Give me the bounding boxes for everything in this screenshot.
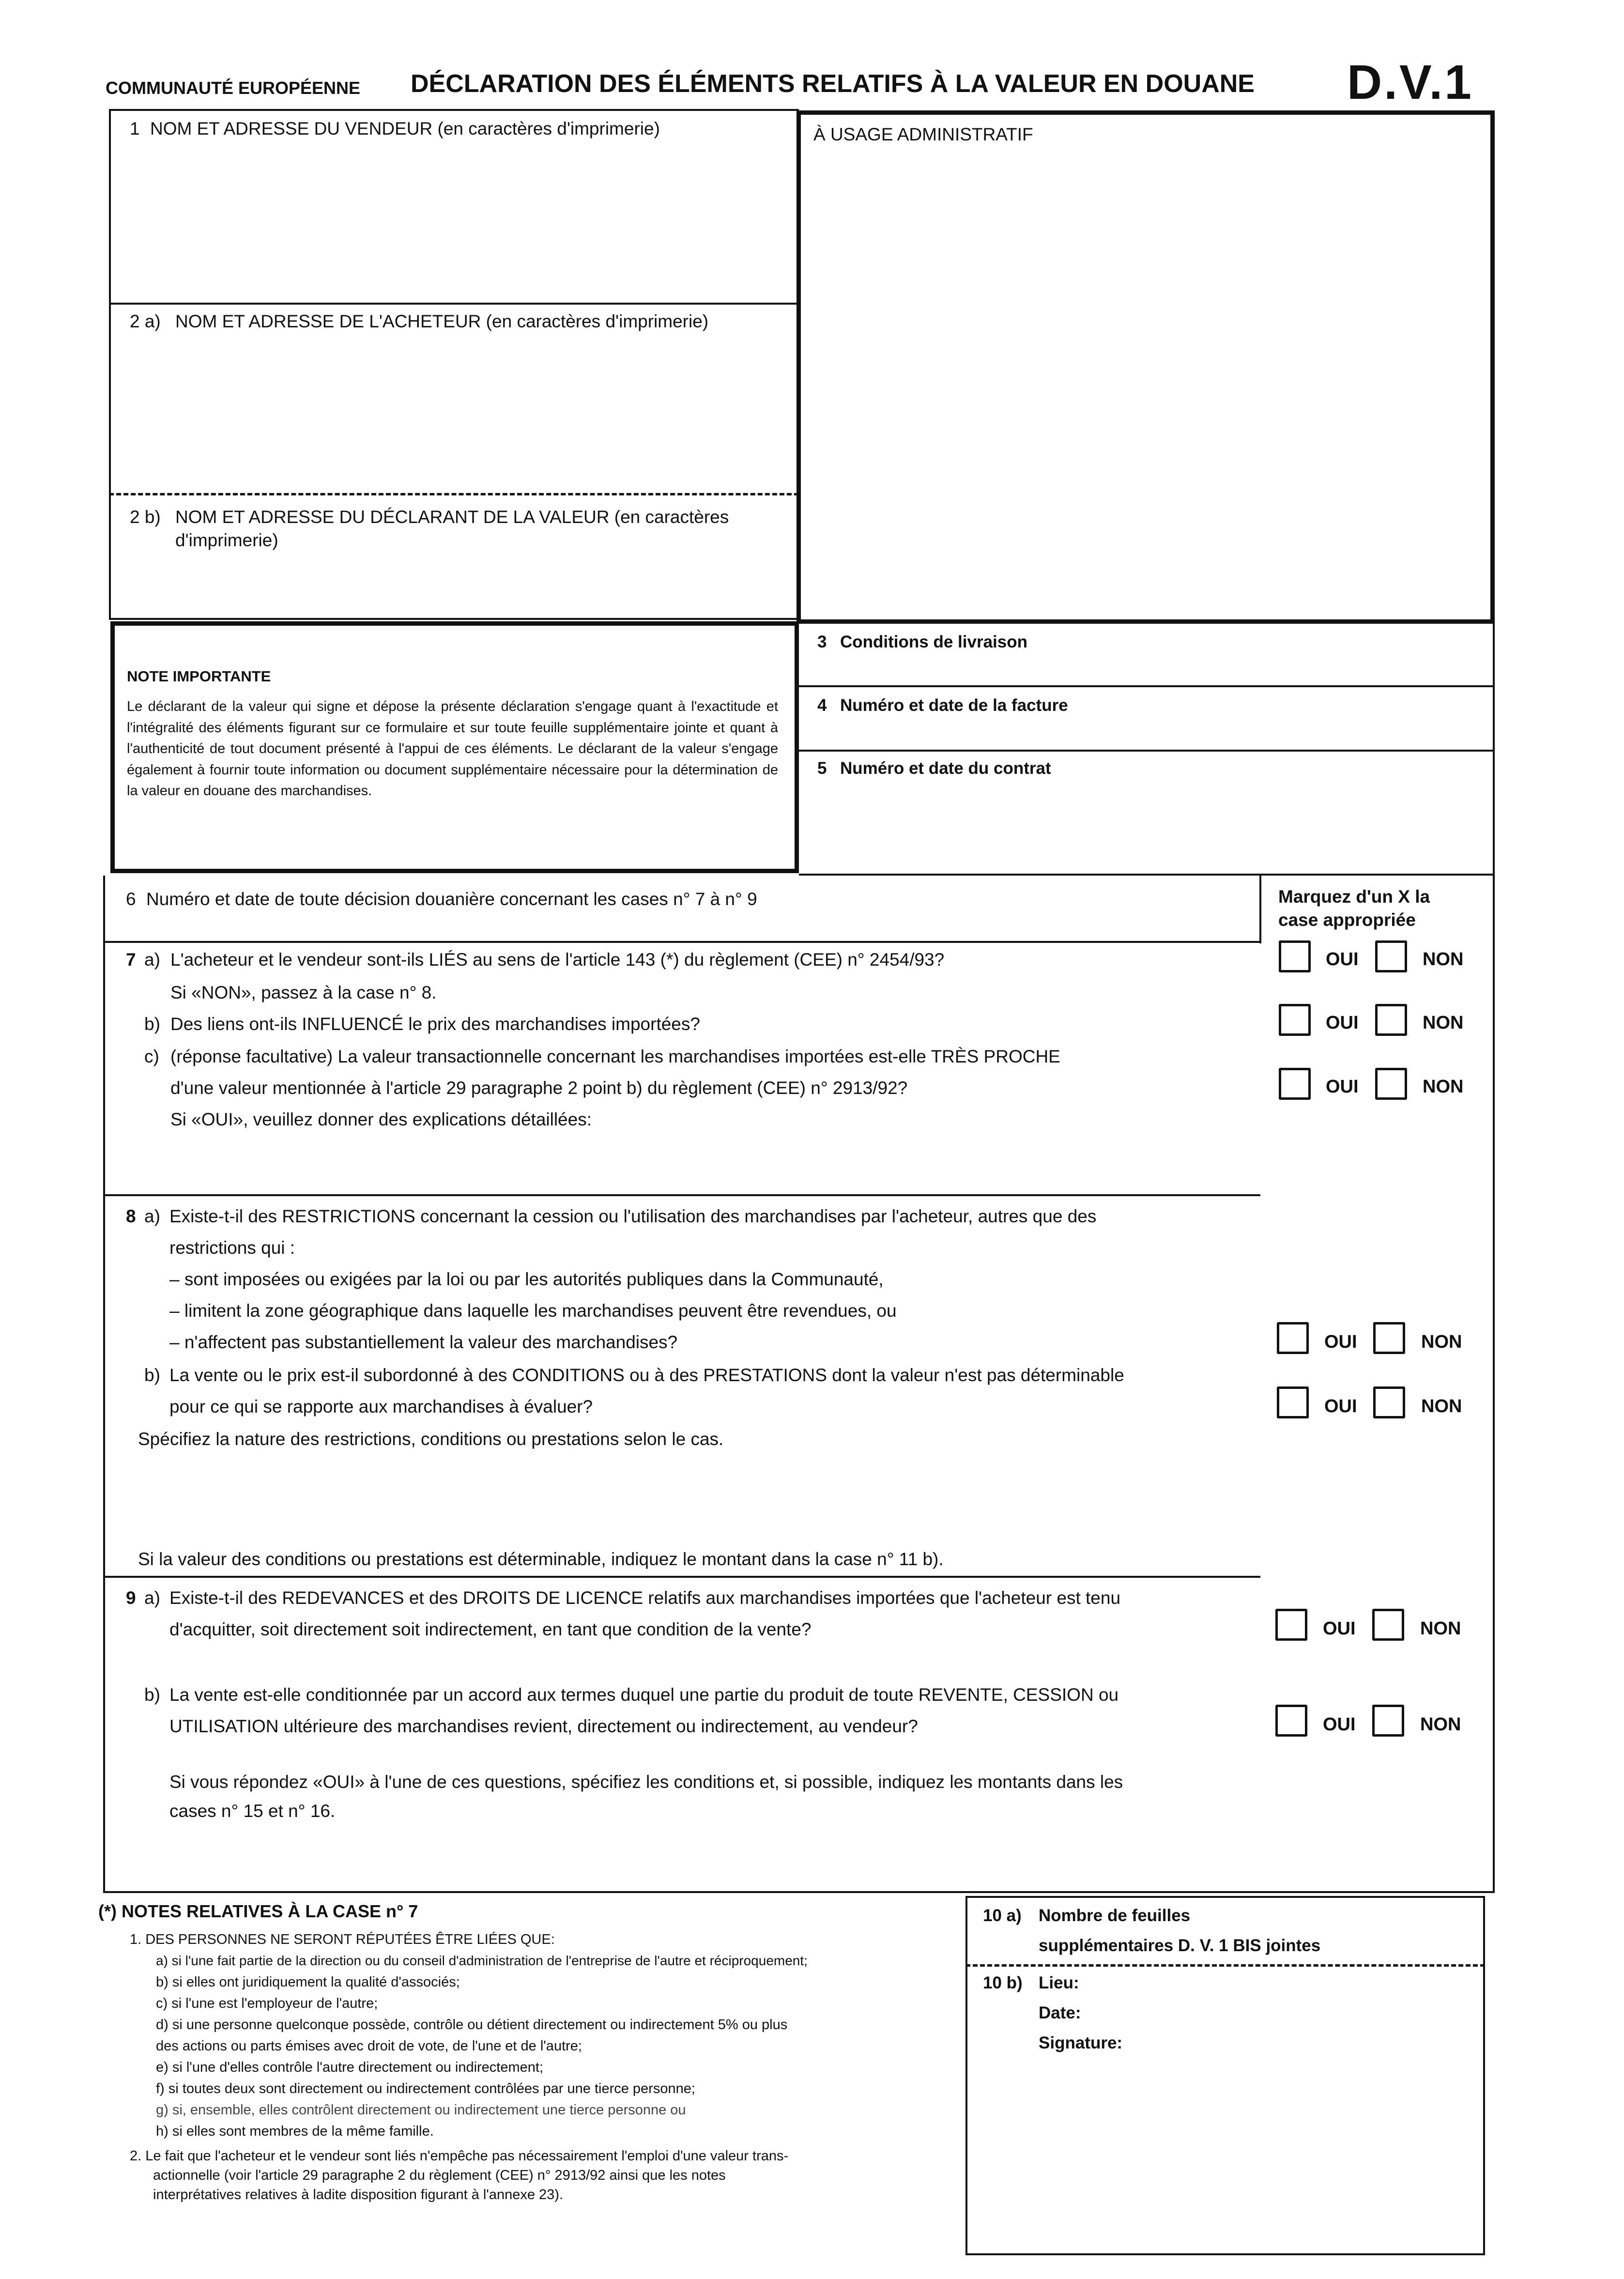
box10a-line2: supplémentaires D. V. 1 BIS jointes <box>1039 1936 1321 1955</box>
q9a-no-checkbox[interactable] <box>1372 1609 1404 1641</box>
notes7-item-b: b) si elles ont juridiquement la qualité d'associés; <box>156 1974 460 1990</box>
q8a-text-line1: Existe-t-il des RESTRICTIONS concernant la cession ou l'utilisation des marchandises par l'acheteur, autres que des <box>169 1206 1097 1226</box>
divider <box>103 1576 1260 1578</box>
box2b-number: 2 b) <box>130 507 161 527</box>
q7a-text: L'acheteur et le vendeur sont-ils LIÉS au sens de l'article 143 (*) du règlement (CEE) n° 2454/93? <box>170 950 945 970</box>
box2b-label-line1: NOM ET ADRESSE DU DÉCLARANT DE LA VALEUR (en caractères <box>175 507 729 527</box>
box1-label: NOM ET ADRESSE DU VENDEUR (en caractères d'imprimerie) <box>150 119 660 139</box>
form-code: D.V.1 <box>1347 55 1473 109</box>
q9a-no-label: NON <box>1420 1618 1461 1639</box>
q9b-no-label: NON <box>1420 1714 1461 1735</box>
q7a-yes-label: OUI <box>1326 949 1359 970</box>
q9b-prefix: b) <box>144 1685 160 1705</box>
box5-label: Numéro et date du contrat <box>840 759 1051 778</box>
q7c-text-line2: d'une valeur mentionnée à l'article 29 paragraphe 2 point b) du règlement (CEE) n° 2913/92? <box>170 1078 908 1098</box>
notes7-item-c: c) si l'une est l'employeur de l'autre; <box>156 1996 378 2011</box>
q9-note-line2: cases n° 15 et n° 16. <box>169 1801 336 1821</box>
q7c-no-checkbox[interactable] <box>1375 1068 1407 1100</box>
divider <box>1259 876 1261 943</box>
q8a-yes-label: OUI <box>1324 1332 1357 1352</box>
box3-label: Conditions de livraison <box>840 632 1027 651</box>
dashed-divider <box>965 1964 1485 1967</box>
q7c-no-label: NON <box>1423 1077 1464 1097</box>
q8-specify-field[interactable] <box>109 1453 1256 1540</box>
q9b-text-line1: La vente est-elle conditionnée par un accord aux termes duquel une partie du produit de toute REVENTE, CESSION ou <box>169 1685 1119 1705</box>
box5-field[interactable] <box>804 780 1491 867</box>
mark-hint-line2: case appropriée <box>1278 910 1416 930</box>
q8b-text-line1: La vente ou le prix est-il subordonné à des CONDITIONS ou à des PRESTATIONS dont la valeur n'est pas déterminable <box>169 1365 1124 1385</box>
notes7-item-h: h) si elles sont membres de la même famille. <box>156 2124 434 2139</box>
notes7-p1: 1. DES PERSONNES NE SERONT RÉPUTÉES ÊTRE LIÉES QUE: <box>130 1932 555 1947</box>
notes7-item-d: d) si une personne quelconque possède, contrôle ou détient directement ou indirectement 5% ou plus <box>156 2017 788 2033</box>
q9a-text-line2: d'acquitter, soit directement soit indirectement, en tant que condition de la vente? <box>169 1619 812 1639</box>
q7b-yes-label: OUI <box>1326 1013 1359 1033</box>
q8b-no-label: NON <box>1421 1396 1462 1417</box>
q7c-text-line3: Si «OUI», veuillez donner des explications détaillées: <box>170 1109 592 1129</box>
q8-footer: Si la valeur des conditions ou prestations est déterminable, indiquez le montant dans la case n° 11 b). <box>138 1549 944 1569</box>
box10b-place-field[interactable] <box>1094 1971 1477 1995</box>
q8b-no-checkbox[interactable] <box>1373 1386 1405 1418</box>
box4-number: 4 <box>817 696 827 715</box>
box2b-label-line2: d'imprimerie) <box>175 530 278 550</box>
box10b-signature-field[interactable] <box>1135 2031 1477 2225</box>
q7-number: 7 <box>126 950 136 970</box>
q9b-yes-checkbox[interactable] <box>1275 1705 1307 1737</box>
note-text: Le déclarant de la valeur qui signe et dépose la présente déclaration s'engage quant à l'exactitude et l'intégralité des éléments figurant sur ce formulaire et sur toute feuille supplémentaire jointe et quant à l'authenticité de tout document présenté à l'appui de ces éléments. Le déclarant de la valeur s'engage également à fournir toute information ou document supplémentaire nécessaire pour la détermination de la valeur en douane des marchandises. <box>127 699 778 799</box>
divider <box>799 750 1495 752</box>
q9-number: 9 <box>126 1588 136 1608</box>
notes7-p2-line3: interprétatives relatives à ladite disposition figurant à l'annexe 23). <box>153 2187 564 2202</box>
q7c-yes-label: OUI <box>1326 1077 1359 1097</box>
divider <box>799 685 1495 687</box>
q8a-bullet-3: – n'affectent pas substantiellement la valeur des marchandises? <box>169 1332 678 1352</box>
box10a-number: 10 a) <box>983 1906 1022 1925</box>
box2b-field[interactable] <box>111 557 794 615</box>
box3-field[interactable] <box>804 654 1491 683</box>
box6-label: Numéro et date de toute décision douanière concernant les cases n° 7 à n° 9 <box>146 889 757 909</box>
q8-number: 8 <box>126 1206 136 1226</box>
mark-hint-line1: Marquez d'un X la <box>1278 887 1430 907</box>
box2a-field[interactable] <box>111 339 794 489</box>
q8a-yes-checkbox[interactable] <box>1277 1322 1309 1354</box>
divider <box>103 1194 1260 1196</box>
q9b-no-checkbox[interactable] <box>1372 1705 1404 1737</box>
box10b-signature-label: Signature: <box>1039 2033 1123 2052</box>
box6-field[interactable] <box>109 913 1256 939</box>
box10b-date-field[interactable] <box>1094 2001 1477 2025</box>
q8b-prefix: b) <box>144 1365 160 1385</box>
q9a-text-line1: Existe-t-il des REDEVANCES et des DROITS DE LICENCE relatifs aux marchandises importées que l'acheteur est tenu <box>169 1588 1121 1608</box>
box3-number: 3 <box>817 632 827 651</box>
notes7-p2-line1: 2. Le fait que l'acheteur et le vendeur sont liés n'empêche pas nécessairement l'emploi d'une valeur trans- <box>130 2148 789 2164</box>
notes7-item-e: e) si l'une d'elles contrôle l'autre directement ou indirectement; <box>156 2060 544 2075</box>
q8-specify: Spécifiez la nature des restrictions, conditions ou prestations selon le cas. <box>138 1429 724 1449</box>
q7c-prefix: c) <box>144 1047 159 1066</box>
q9a-yes-label: OUI <box>1323 1618 1356 1639</box>
q8b-yes-checkbox[interactable] <box>1277 1386 1309 1418</box>
q8a-no-checkbox[interactable] <box>1373 1322 1405 1354</box>
box6-number: 6 <box>126 889 136 909</box>
q7a-no-checkbox[interactable] <box>1375 940 1407 972</box>
box1-field[interactable] <box>111 145 794 300</box>
box10a-field[interactable] <box>1346 1932 1482 1956</box>
note-title: NOTE IMPORTANTE <box>127 668 271 685</box>
divider <box>103 941 1260 943</box>
q7b-prefix: b) <box>144 1014 160 1034</box>
q8a-bullet-2: – limitent la zone géographique dans laquelle les marchandises peuvent être revendues, ou <box>169 1301 897 1321</box>
q7c-yes-checkbox[interactable] <box>1279 1068 1311 1100</box>
q7c-explanation-field[interactable] <box>109 1133 1256 1182</box>
frame-bottom <box>103 1891 1495 1893</box>
box1-number: 1 <box>130 119 140 139</box>
q8a-no-label: NON <box>1421 1332 1462 1352</box>
q9a-prefix: a) <box>144 1588 160 1608</box>
notes7-item-d-cont: des actions ou parts émises avec droit de vote, de l'une et de l'autre; <box>156 2038 582 2054</box>
q8a-prefix: a) <box>144 1206 160 1226</box>
box5-number: 5 <box>817 759 827 778</box>
dashed-divider <box>109 493 799 495</box>
q7c-text-line1: (réponse facultative) La valeur transactionnelle concernant les marchandises importées est-elle TRÈS PROCHE <box>170 1047 1060 1066</box>
frame-left <box>103 876 105 1893</box>
q9b-yes-label: OUI <box>1323 1714 1356 1735</box>
box2a-number: 2 a) <box>130 311 161 331</box>
box4-field[interactable] <box>804 717 1491 746</box>
box10b-number: 10 b) <box>983 1973 1023 1992</box>
q7b-no-label: NON <box>1423 1013 1464 1033</box>
q8a-bullet-1: – sont imposées ou exigées par la loi ou par les autorités publiques dans la Communauté, <box>169 1269 884 1289</box>
admin-box <box>797 110 1495 624</box>
frame-right <box>1493 876 1495 1893</box>
q9b-text-line2: UTILISATION ultérieure des marchandises revient, directement ou indirectement, au vendeur? <box>169 1716 918 1736</box>
q7b-text: Des liens ont-ils INFLUENCÉ le prix des marchandises importées? <box>170 1014 700 1034</box>
q7a-no-label: NON <box>1423 949 1464 970</box>
notes7-item-a: a) si l'une fait partie de la direction ou du conseil d'administration de l'entreprise de l'autre et réciproquement; <box>156 1953 808 1968</box>
q8a-text-line2: restrictions qui : <box>169 1238 295 1258</box>
box10b-date-label: Date: <box>1039 2003 1081 2022</box>
q7a-yes-checkbox[interactable] <box>1279 940 1311 972</box>
q8b-yes-label: OUI <box>1324 1396 1357 1417</box>
form-title: DÉCLARATION DES ÉLÉMENTS RELATIFS À LA VALEUR EN DOUANE <box>411 70 1255 98</box>
q9-note-line1: Si vous répondez «OUI» à l'une de ces questions, spécifiez les conditions et, si possible, indiquez les montants dans les <box>169 1772 1123 1792</box>
community-label: COMMUNAUTÉ EUROPÉENNE <box>106 78 361 98</box>
box2a-label: NOM ET ADRESSE DE L'ACHETEUR (en caractères d'imprimerie) <box>175 311 709 331</box>
box10a-line1: Nombre de feuilles <box>1039 1906 1191 1925</box>
q9a-yes-checkbox[interactable] <box>1275 1609 1307 1641</box>
box10b-place-label: Lieu: <box>1039 1973 1079 1992</box>
notes7-item-g: g) si, ensemble, elles contrôlent directement ou indirectement une tierce personne ou <box>156 2102 686 2118</box>
q7b-no-checkbox[interactable] <box>1375 1004 1407 1036</box>
q7a-prefix: a) <box>144 950 160 970</box>
admin-label: À USAGE ADMINISTRATIF <box>813 124 1033 144</box>
divider <box>109 303 799 305</box>
q7a-hint: Si «NON», passez à la case n° 8. <box>170 983 437 1002</box>
q7b-yes-checkbox[interactable] <box>1279 1004 1311 1036</box>
q8b-text-line2: pour ce qui se rapporte aux marchandises à évaluer? <box>169 1397 593 1417</box>
notes7-title: (*) NOTES RELATIVES À LA CASE n° 7 <box>98 1901 418 1921</box>
notes7-item-f: f) si toutes deux sont directement ou indirectement contrôlées par une tierce personne; <box>156 2081 695 2096</box>
notes7-p2-line2: actionnelle (voir l'article 29 paragraphe 2 du règlement (CEE) n° 2913/92 ainsi que les notes <box>153 2168 726 2183</box>
box4-label: Numéro et date de la facture <box>840 696 1068 715</box>
